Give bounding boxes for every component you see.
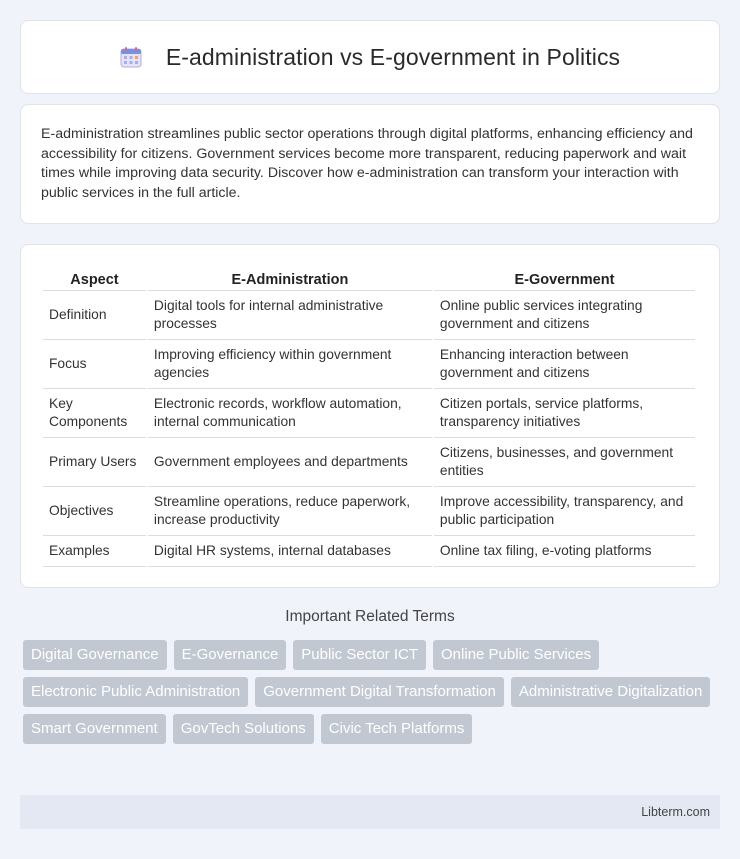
footer	[20, 795, 720, 829]
related-term-tag[interactable]: Smart Government	[23, 714, 166, 744]
cell-e-government: Citizen portals, service platforms, transparency initiatives	[434, 389, 695, 438]
cell-aspect: Key Components	[43, 389, 146, 438]
cell-e-administration: Government employees and departments	[148, 438, 432, 487]
related-term-tag[interactable]: Government Digital Transformation	[255, 677, 504, 707]
header-e-administration: E-Administration	[148, 265, 432, 291]
footer-site-link[interactable]: Libterm.com	[641, 805, 710, 819]
page-title: E-administration vs E-government in Politics	[165, 43, 621, 70]
cell-e-government: Online tax filing, e-voting platforms	[434, 536, 695, 567]
cell-e-administration: Streamline operations, reduce paperwork, increase productivity	[148, 487, 432, 536]
header-e-government: E-Government	[434, 265, 695, 291]
title-card	[20, 20, 720, 94]
table-row	[43, 536, 695, 567]
intro-card	[20, 104, 720, 224]
comparison-table	[41, 265, 697, 567]
related-term-tag[interactable]: Civic Tech Platforms	[321, 714, 473, 744]
cell-e-government: Enhancing interaction between government and citizens	[434, 340, 695, 389]
comparison-card	[20, 244, 720, 588]
cell-e-government: Improve accessibility, transparency, and public participation	[434, 487, 695, 536]
cell-e-government: Online public services integrating government and citizens	[434, 291, 695, 340]
related-term-tag[interactable]: Public Sector ICT	[293, 640, 426, 670]
related-term-tag[interactable]: GovTech Solutions	[173, 714, 314, 744]
header-aspect: Aspect	[43, 265, 146, 291]
table-row	[43, 487, 695, 536]
table-row	[43, 340, 695, 389]
related-term-tag[interactable]: Electronic Public Administration	[23, 677, 248, 707]
related-term-tag[interactable]: E-Governance	[174, 640, 287, 670]
related-term-tag[interactable]: Digital Governance	[23, 640, 167, 670]
related-terms-list	[23, 640, 723, 744]
cell-e-administration: Digital tools for internal administrative processes	[148, 291, 432, 340]
intro-paragraph: E-administration streamlines public sector operations through digital platforms, enhancing efficiency and accessibility for citizens. Government services become more transparent, reducing paperwork and wait times while improving data security. Discover how e-administration can transform your interaction with public services in the full article.	[41, 126, 693, 201]
table-row	[43, 291, 695, 340]
cell-aspect: Examples	[43, 536, 146, 567]
related-terms-heading: Important Related Terms	[285, 608, 455, 625]
cell-aspect: Objectives	[43, 487, 146, 536]
cell-e-administration: Improving efficiency within government agencies	[148, 340, 432, 389]
table-row	[43, 389, 695, 438]
calendar-icon	[120, 46, 142, 68]
cell-aspect: Focus	[43, 340, 146, 389]
cell-e-administration: Digital HR systems, internal databases	[148, 536, 432, 567]
related-term-tag[interactable]: Online Public Services	[433, 640, 599, 670]
related-term-tag[interactable]: Administrative Digitalization	[511, 677, 710, 707]
table-header-row	[43, 265, 695, 291]
cell-e-administration: Electronic records, workflow automation, internal communication	[148, 389, 432, 438]
cell-aspect: Definition	[43, 291, 146, 340]
cell-e-government: Citizens, businesses, and government entities	[434, 438, 695, 487]
cell-aspect: Primary Users	[43, 438, 146, 487]
table-row	[43, 438, 695, 487]
